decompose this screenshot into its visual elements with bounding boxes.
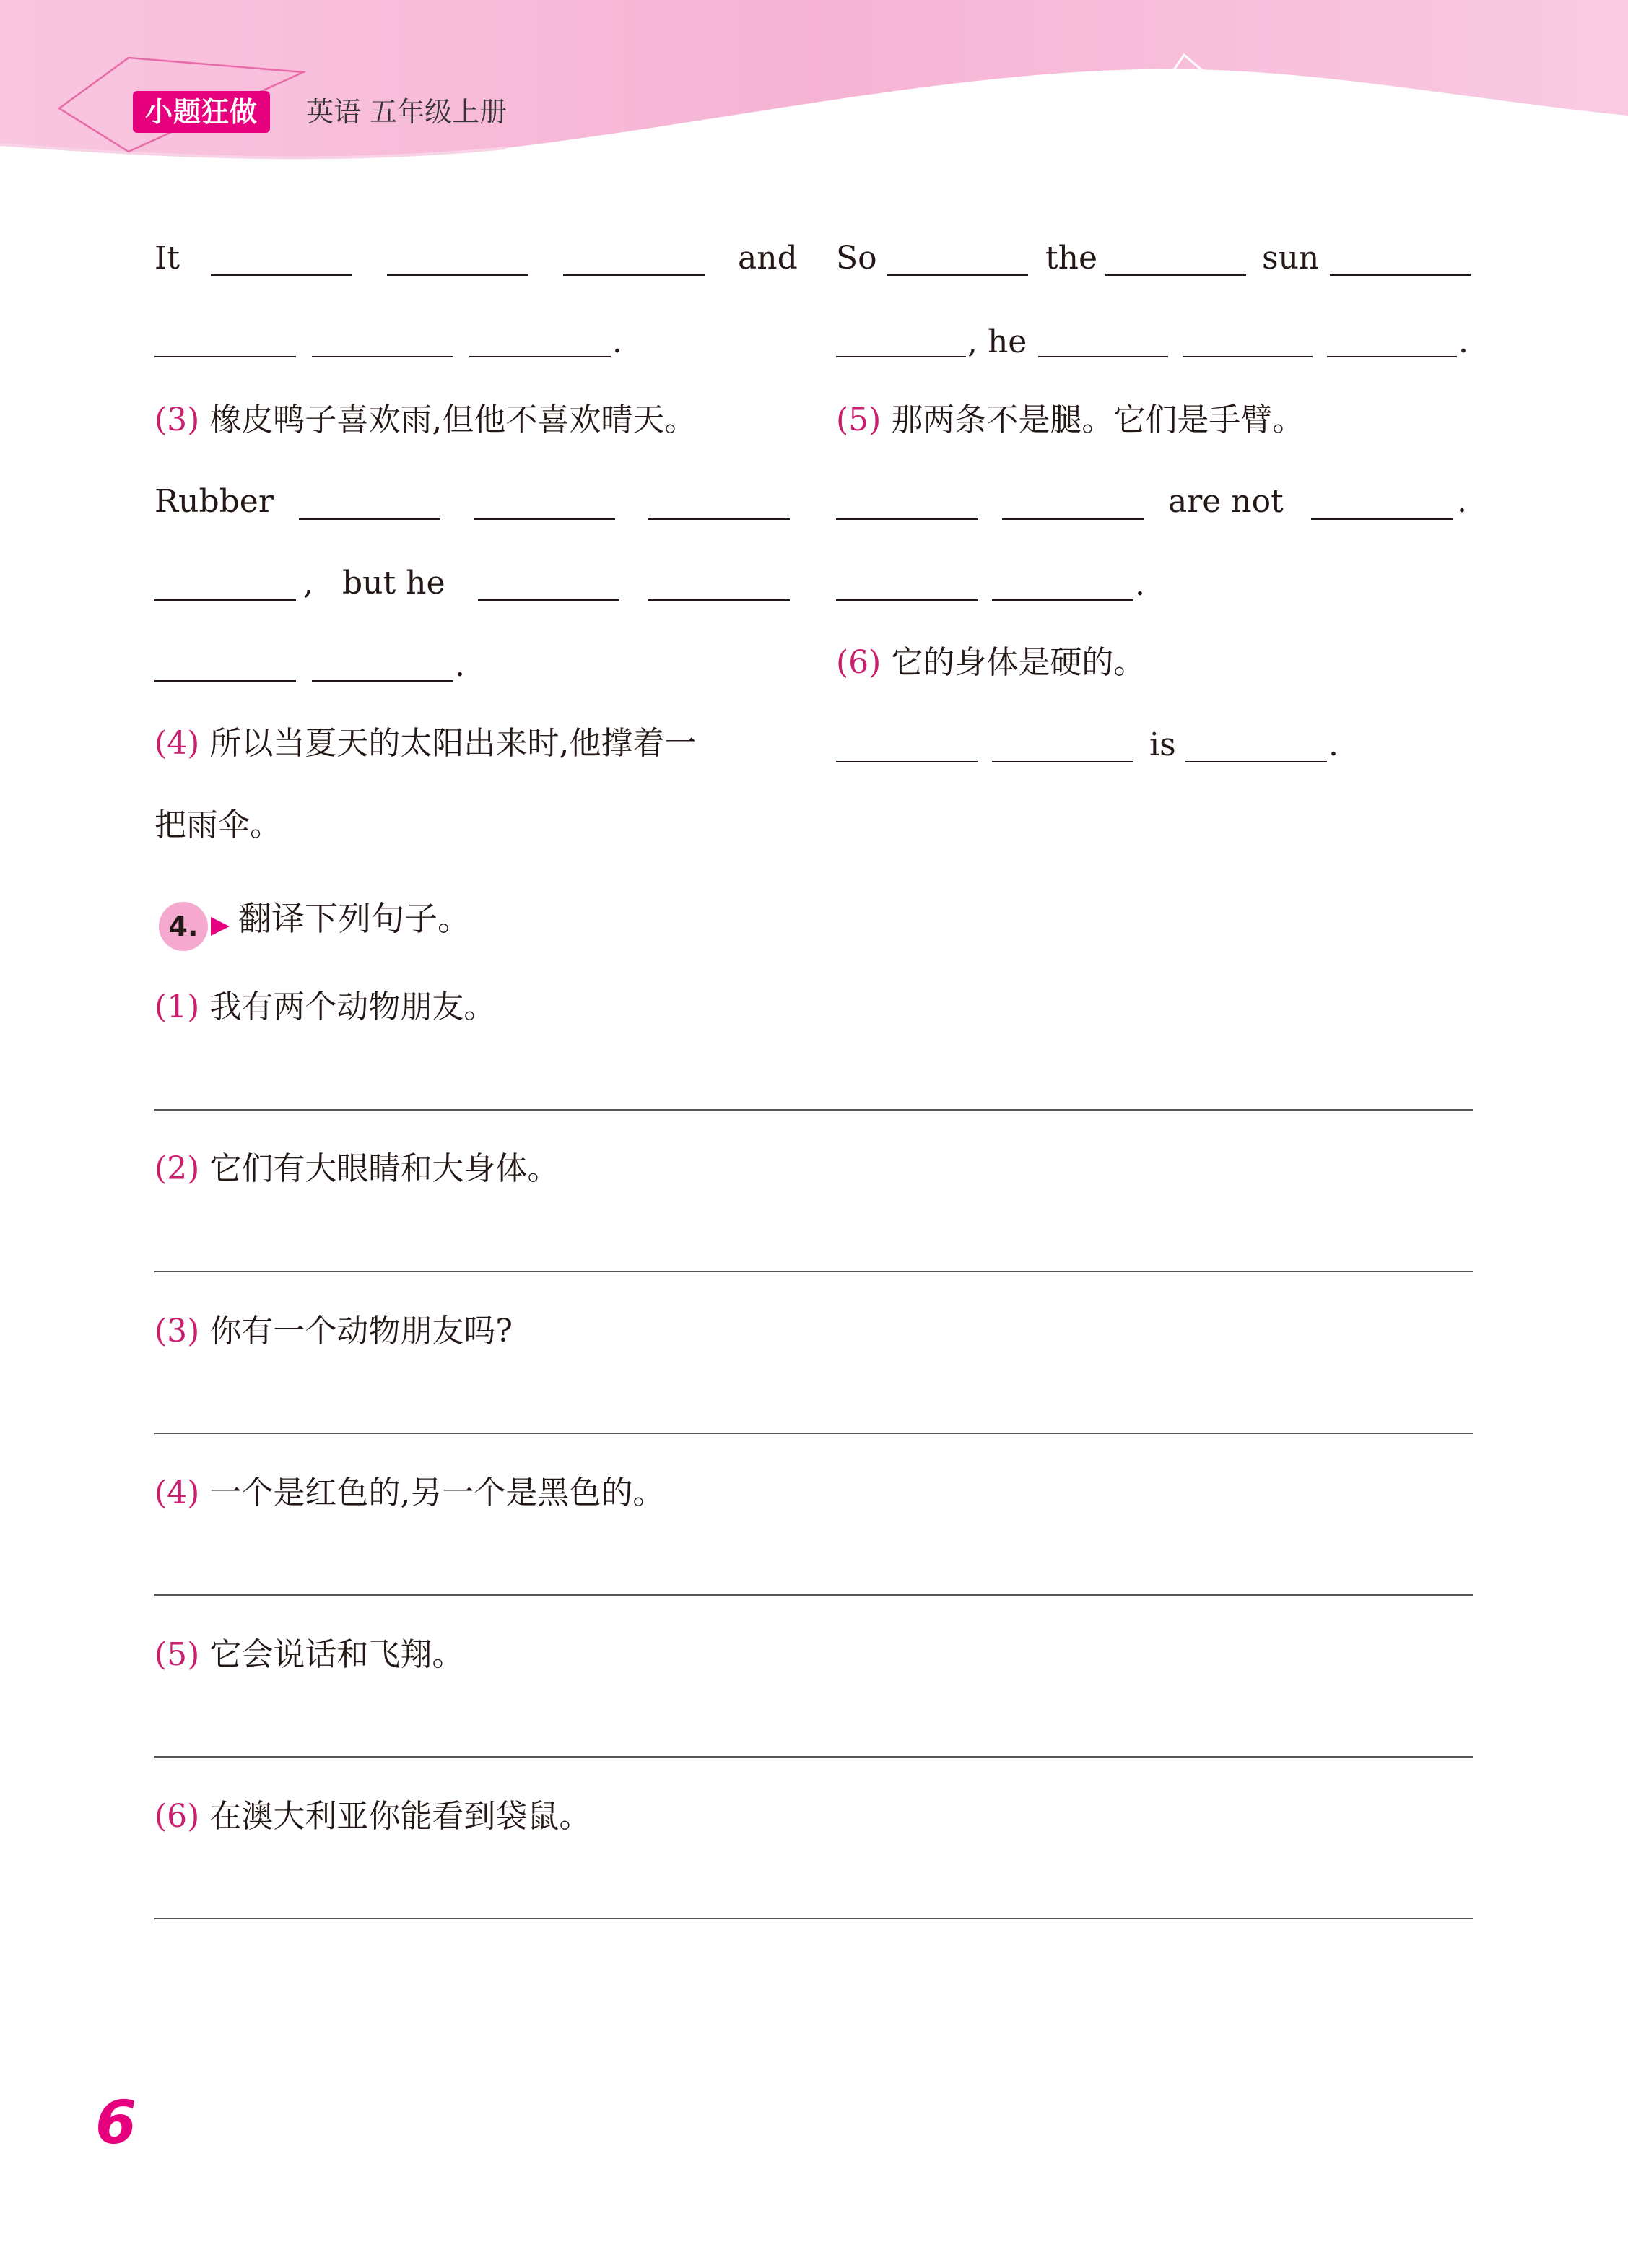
answer-blank[interactable] (836, 599, 978, 601)
item-text: 一个是红色的,另一个是黑色的。 (209, 1474, 665, 1511)
answer-line[interactable] (154, 1918, 1473, 1919)
translate-item-3 (154, 1313, 513, 1350)
item-text: 我有两个动物朋友。 (209, 989, 496, 1025)
book-title: 英语 五年级上册 (306, 96, 508, 128)
translate-item-5 (154, 1636, 464, 1673)
header-band (0, 0, 1628, 173)
answer-blank[interactable] (1038, 356, 1168, 357)
answer-line[interactable] (154, 1109, 1473, 1111)
section-number-badge (154, 894, 234, 959)
answer-blank[interactable] (469, 356, 611, 357)
answer-blank[interactable] (563, 274, 705, 276)
item-number: (6) (836, 644, 882, 681)
words-are-not: are not (1168, 483, 1284, 520)
answer-blank[interactable] (648, 518, 790, 520)
word-the: the (1045, 240, 1098, 277)
answer-blank[interactable] (836, 518, 978, 520)
item-text: 它的身体是硬的。 (891, 644, 1146, 681)
translate-item-6 (154, 1798, 591, 1835)
word-sun: sun (1262, 240, 1320, 277)
section-number: 4. (168, 911, 199, 942)
comma: , (303, 565, 313, 601)
item-text: 橡皮鸭子喜欢雨,但他不喜欢晴天。 (209, 401, 697, 438)
page-number: 6 (95, 2089, 137, 2158)
answer-blank[interactable] (312, 680, 453, 682)
word-so: So (836, 240, 877, 277)
period: . (1328, 726, 1338, 763)
item-number: (3) (154, 1313, 200, 1350)
period: . (455, 647, 465, 684)
translate-item-1 (154, 991, 495, 1023)
answer-blank[interactable] (478, 599, 619, 601)
answer-blank[interactable] (1105, 274, 1246, 276)
item-text: 它们有大眼睛和大身体。 (209, 1150, 560, 1187)
period: . (1458, 323, 1468, 360)
section-title: 翻译下列句子。 (238, 899, 471, 938)
item3-question (154, 401, 697, 438)
answer-blank[interactable] (1185, 761, 1327, 762)
word-rubber: Rubber (154, 483, 274, 520)
word-it: It (154, 240, 180, 277)
answer-line[interactable] (154, 1594, 1473, 1596)
answer-blank[interactable] (836, 356, 966, 357)
item-text: 它会说话和飞翔。 (209, 1636, 464, 1673)
item-number: (6) (154, 1798, 200, 1835)
answer-blank[interactable] (1327, 356, 1457, 357)
comma-he: , he (967, 323, 1027, 360)
answer-blank[interactable] (474, 518, 615, 520)
answer-blank[interactable] (992, 761, 1133, 762)
period: . (1457, 483, 1467, 520)
answer-blank[interactable] (887, 274, 1028, 276)
item4-continuation: 把雨伞。 (154, 807, 282, 843)
item-number: (3) (154, 401, 200, 438)
item6-question (836, 644, 1146, 681)
answer-blank[interactable] (836, 761, 978, 762)
answer-blank[interactable] (1002, 518, 1144, 520)
answer-blank[interactable] (299, 518, 440, 520)
item-text: 你有一个动物朋友吗? (209, 1313, 513, 1350)
item-number: (4) (154, 725, 200, 762)
translate-item-2 (154, 1150, 560, 1187)
answer-blank[interactable] (1330, 274, 1471, 276)
answer-blank[interactable] (312, 356, 453, 357)
answer-blank[interactable] (992, 599, 1133, 601)
answer-blank[interactable] (1183, 356, 1313, 357)
answer-blank[interactable] (154, 599, 296, 601)
item-number: (5) (154, 1636, 200, 1673)
item-text: 那两条不是腿。它们是手臂。 (891, 401, 1305, 438)
word-is: is (1149, 726, 1176, 763)
item-text: 在澳大利亚你能看到袋鼠。 (209, 1798, 591, 1835)
period: . (1135, 566, 1145, 603)
answer-line[interactable] (154, 1271, 1473, 1272)
item4-question (154, 725, 697, 762)
item-text: 所以当夏天的太阳出来时,他撑着一 (209, 725, 697, 762)
series-badge: 小题狂做 (133, 91, 270, 133)
period: . (612, 323, 622, 360)
answer-line[interactable] (154, 1756, 1473, 1758)
answer-blank[interactable] (648, 599, 790, 601)
item-number: (5) (836, 401, 882, 438)
word-and: and (738, 240, 798, 277)
item-number: (4) (154, 1474, 200, 1511)
answer-blank[interactable] (211, 274, 352, 276)
words-but-he: but he (342, 565, 445, 601)
answer-blank[interactable] (1311, 518, 1453, 520)
item-number: (1) (154, 989, 200, 1025)
answer-blank[interactable] (154, 680, 296, 682)
answer-blank[interactable] (387, 274, 528, 276)
item5-question (836, 401, 1305, 438)
answer-line[interactable] (154, 1433, 1473, 1434)
translate-item-4 (154, 1474, 665, 1511)
answer-blank[interactable] (154, 356, 296, 357)
item-number: (2) (154, 1150, 200, 1187)
